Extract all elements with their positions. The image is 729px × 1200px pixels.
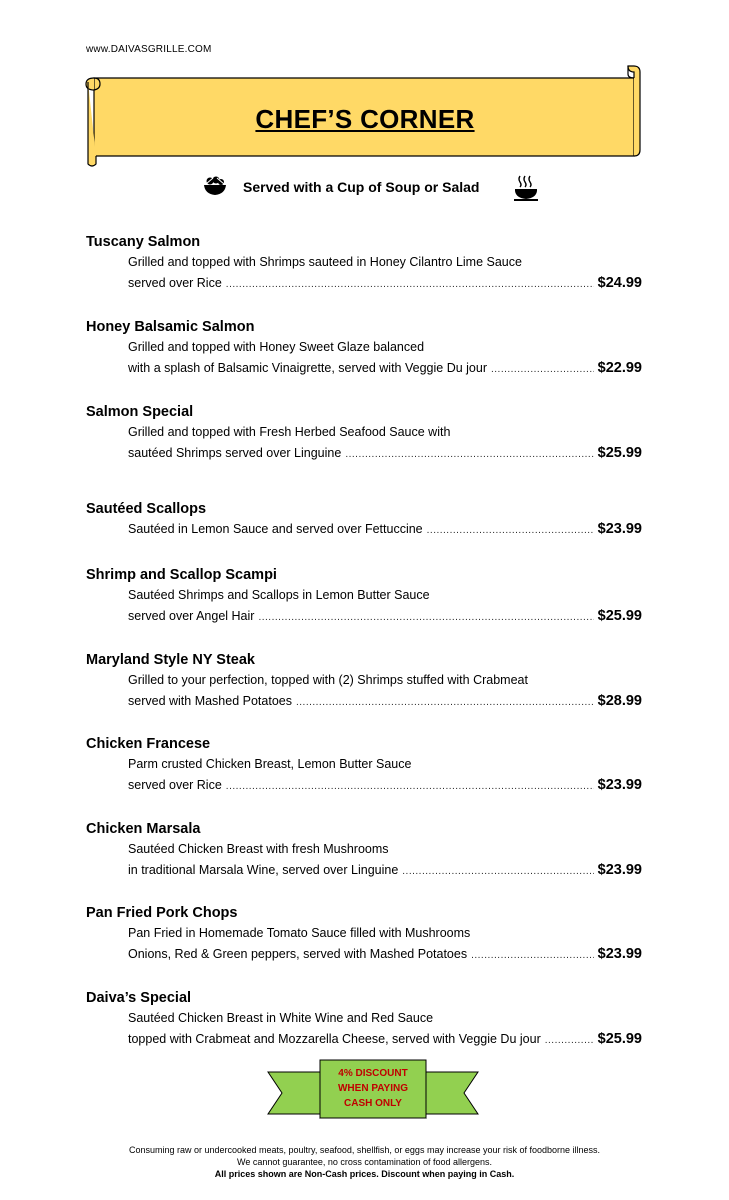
menu-item-price-line [128, 1029, 642, 1050]
menu-item-name: Chicken Marsala [86, 821, 201, 837]
menu-item [86, 317, 646, 379]
discount-line: CASH ONLY [344, 1098, 402, 1109]
menu-item-name: Tuscany Salmon [86, 234, 201, 250]
menu-item-price-line [128, 944, 642, 965]
menu-item-name: Chicken Francese [86, 736, 211, 752]
menu-item-name: Sautéed Scallops [86, 501, 207, 517]
menu-item [86, 565, 646, 627]
menu-item-description: served over Rice [128, 778, 222, 792]
served-with-text: Served with a Cup of Soup or Salad [243, 179, 480, 195]
menu-item-price: $23.99 [597, 777, 642, 793]
dot-leader [226, 274, 594, 295]
discount-line: WHEN PAYING [337, 1083, 408, 1094]
menu-item-description: sautéed Shrimps served over Linguine [128, 446, 342, 460]
menu-item [86, 232, 646, 294]
dot-leader [226, 776, 594, 797]
menu-item-price-line [128, 519, 642, 540]
menu-item-price: $22.99 [597, 360, 642, 376]
menu-item-description: Parm crusted Chicken Breast, Lemon Butter Sauce [128, 757, 412, 771]
menu-item-description: with a splash of Balsamic Vinaigrette, served with Veggie Du jour [128, 361, 487, 375]
menu-item-description: topped with Crabmeat and Mozzarella Cheese, served with Veggie Du jour [128, 1032, 541, 1046]
menu-item [86, 402, 646, 464]
menu-item-description: served over Angel Hair [128, 609, 255, 623]
served-with-row [0, 174, 729, 202]
menu-item-description: Sautéed Chicken Breast with fresh Mushrooms [128, 842, 389, 856]
menu-item-description: served with Mashed Potatoes [128, 694, 292, 708]
menu-item [86, 650, 646, 712]
menu-item [86, 734, 646, 796]
menu-item-description: Grilled and topped with Honey Sweet Glaze balanced [128, 340, 425, 354]
dot-leader [491, 359, 594, 380]
dot-leader [402, 861, 593, 882]
footer-line: All prices shown are Non-Cash prices. Discount when paying in Cash. [214, 1169, 515, 1179]
menu-item-description: Grilled to your perfection, topped with (2) Shrimps stuffed with Crabmeat [128, 673, 528, 687]
footer-line: Consuming raw or undercooked meats, poultry, seafood, shellfish, or eggs may increase your risk of foodborne illness. [128, 1145, 601, 1155]
dot-leader [345, 444, 593, 465]
menu-item-description: Sautéed Shrimps and Scallops in Lemon Butter Sauce [128, 588, 430, 602]
menu-item-description: in traditional Marsala Wine, served over Linguine [128, 863, 399, 877]
menu-item [86, 988, 646, 1050]
menu-item-price: $23.99 [597, 862, 642, 878]
chefs-corner-banner [82, 64, 648, 172]
salad-bowl-icon [202, 176, 228, 201]
discount-text [322, 1066, 424, 1111]
menu-item-price: $25.99 [597, 445, 642, 461]
website-url: www.DAIVASGRILLE.COM [86, 44, 212, 55]
menu-item-price-line [128, 273, 642, 294]
dot-leader [427, 520, 594, 541]
soup-cup-icon [513, 174, 539, 207]
menu-item-description: Grilled and topped with Shrimps sauteed in Honey Cilantro Lime Sauce [128, 255, 522, 269]
menu-item-description: served over Rice [128, 276, 222, 290]
dot-leader [296, 692, 594, 713]
menu-item-name: Honey Balsamic Salmon [86, 319, 255, 335]
menu-item-price: $23.99 [597, 946, 642, 962]
menu-item [86, 903, 646, 965]
menu-item [86, 819, 646, 881]
menu-item-price-line [128, 606, 642, 627]
menu-item-price: $23.99 [597, 521, 642, 537]
menu-item-name: Maryland Style NY Steak [86, 652, 255, 668]
menu-item-price-line [128, 775, 642, 796]
menu-item-name: Salmon Special [86, 404, 194, 420]
menu-item-price-line [128, 443, 642, 464]
menu-item-description: Onions, Red & Green peppers, served with Mashed Potatoes [128, 947, 468, 961]
menu-item-description: Sautéed Chicken Breast in White Wine and Red Sauce [128, 1011, 434, 1025]
menu-item-price: $25.99 [597, 608, 642, 624]
menu-item [86, 499, 646, 540]
menu-item-description: Sautéed in Lemon Sauce and served over Fettuccine [128, 522, 423, 536]
discount-line: 4% DISCOUNT [338, 1068, 408, 1079]
menu-item-price: $25.99 [597, 1031, 642, 1047]
menu-item-price: $28.99 [597, 693, 642, 709]
menu-item-price-line [128, 860, 642, 881]
page-title: CHEF’S CORNER [255, 104, 475, 134]
footer-disclaimer [0, 1144, 729, 1180]
footer-line: We cannot guarantee, no cross contamination of food allergens. [237, 1157, 492, 1167]
menu-item-name: Pan Fried Pork Chops [86, 905, 238, 921]
menu-item-price-line [128, 691, 642, 712]
dot-leader [545, 1030, 594, 1051]
cash-discount-ribbon [266, 1058, 480, 1122]
menu-item-price: $24.99 [597, 275, 642, 291]
dot-leader [471, 945, 594, 966]
menu-item-price-line [128, 358, 642, 379]
menu-item-name: Shrimp and Scallop Scampi [86, 567, 277, 583]
menu-item-description: Grilled and topped with Fresh Herbed Seafood Sauce with [128, 425, 451, 439]
menu-item-description: Pan Fried in Homemade Tomato Sauce filled with Mushrooms [128, 926, 471, 940]
dot-leader [258, 607, 593, 628]
menu-item-name: Daiva’s Special [86, 990, 192, 1006]
